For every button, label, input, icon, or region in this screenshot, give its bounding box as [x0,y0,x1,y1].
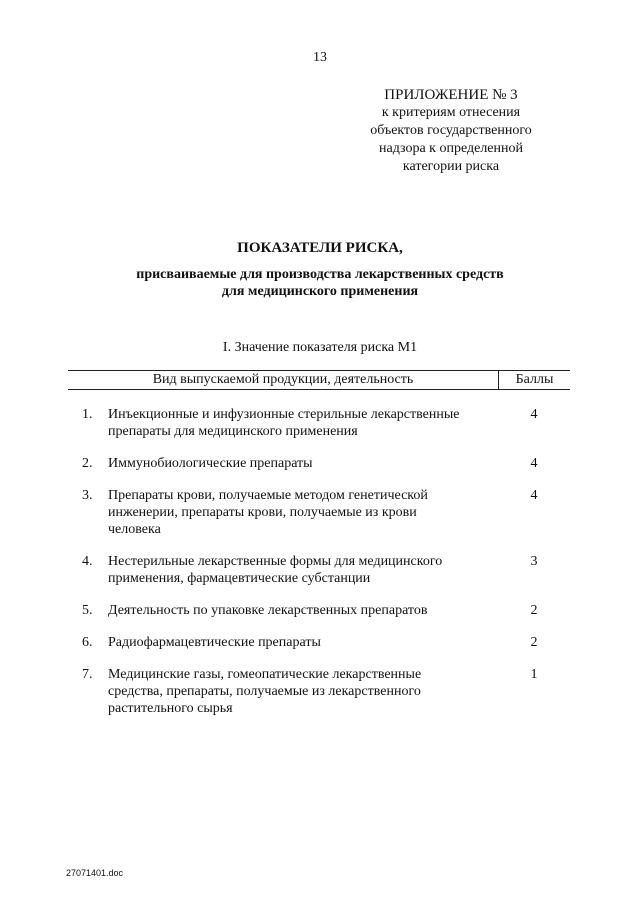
row-activity-line: Радиофармацевтические препараты [108,635,321,650]
table-row [68,634,570,651]
row-activity [108,553,464,587]
row-number: 7. [82,667,93,682]
section-title: I. Значение показателя риска М1 [222,340,418,355]
row-activity-line: человека [108,522,161,537]
row-score: 2 [530,635,538,650]
row-number: 5. [82,603,93,618]
appendix-title: ПРИЛОЖЕНИЕ № 3 [384,87,518,103]
row-activity-line: Инъекционные и инфузионные стерильные лекарственные [108,407,460,422]
row-activity-line: Иммунобиологические препараты [108,456,313,471]
footer-filename: 27071401.doc [66,868,124,878]
row-activity-line: Медицинские газы, гомеопатические лекарственные [108,667,422,682]
subtitle-line: для медицинского применения [221,284,419,299]
table-row [68,602,570,619]
row-activity-line: растительного сырья [108,701,233,716]
page-number: 13 [313,50,327,65]
row-score: 4 [530,456,538,471]
subtitle-line: присваиваемые для производства лекарственных средств [136,267,504,282]
row-activity-line: Деятельность по упаковке лекарственных препаратов [108,603,428,618]
appendix-line: категории риска [402,159,500,174]
column-header-score: Баллы [515,372,554,387]
row-number: 6. [82,635,93,650]
row-score: 2 [530,603,538,618]
table-row [68,455,570,472]
row-number: 4. [82,554,93,569]
row-activity [108,455,464,472]
appendix-block [340,86,562,176]
table-row [68,553,570,587]
row-score: 1 [530,667,538,682]
row-activity [108,602,464,619]
table-row [68,666,570,717]
table-body [68,406,570,732]
appendix-line: объектов государственного [370,123,532,138]
row-activity [108,406,464,440]
row-activity-line: Нестерильные лекарственные формы для медицинского [108,554,443,569]
row-score: 4 [530,407,538,422]
document-subtitle [0,266,640,300]
row-activity-line: препараты для медицинского применения [108,424,358,439]
table-header [68,370,570,390]
appendix-line: надзора к определенной [379,141,523,156]
row-score: 3 [530,554,538,569]
row-number: 2. [82,456,93,471]
appendix-line: к критериям отнесения [381,105,521,120]
column-header-activity: Вид выпускаемой продукции, деятельность [68,371,499,389]
row-activity-line: применения, фармацевтические субстанции [108,571,371,586]
document-title: ПОКАЗАТЕЛИ РИСКА, [237,240,403,256]
row-activity [108,487,464,538]
table-row [68,406,570,440]
row-activity-line: инженерии, препараты крови, получаемые из крови [108,505,417,520]
row-activity-line: Препараты крови, получаемые методом генетической [108,488,428,503]
row-number: 3. [82,488,93,503]
row-activity-line: средства, препараты, получаемые из лекарственного [108,684,421,699]
row-activity [108,634,464,651]
row-number: 1. [82,407,93,422]
row-score: 4 [530,488,538,503]
row-activity [108,666,464,717]
table-row [68,487,570,538]
